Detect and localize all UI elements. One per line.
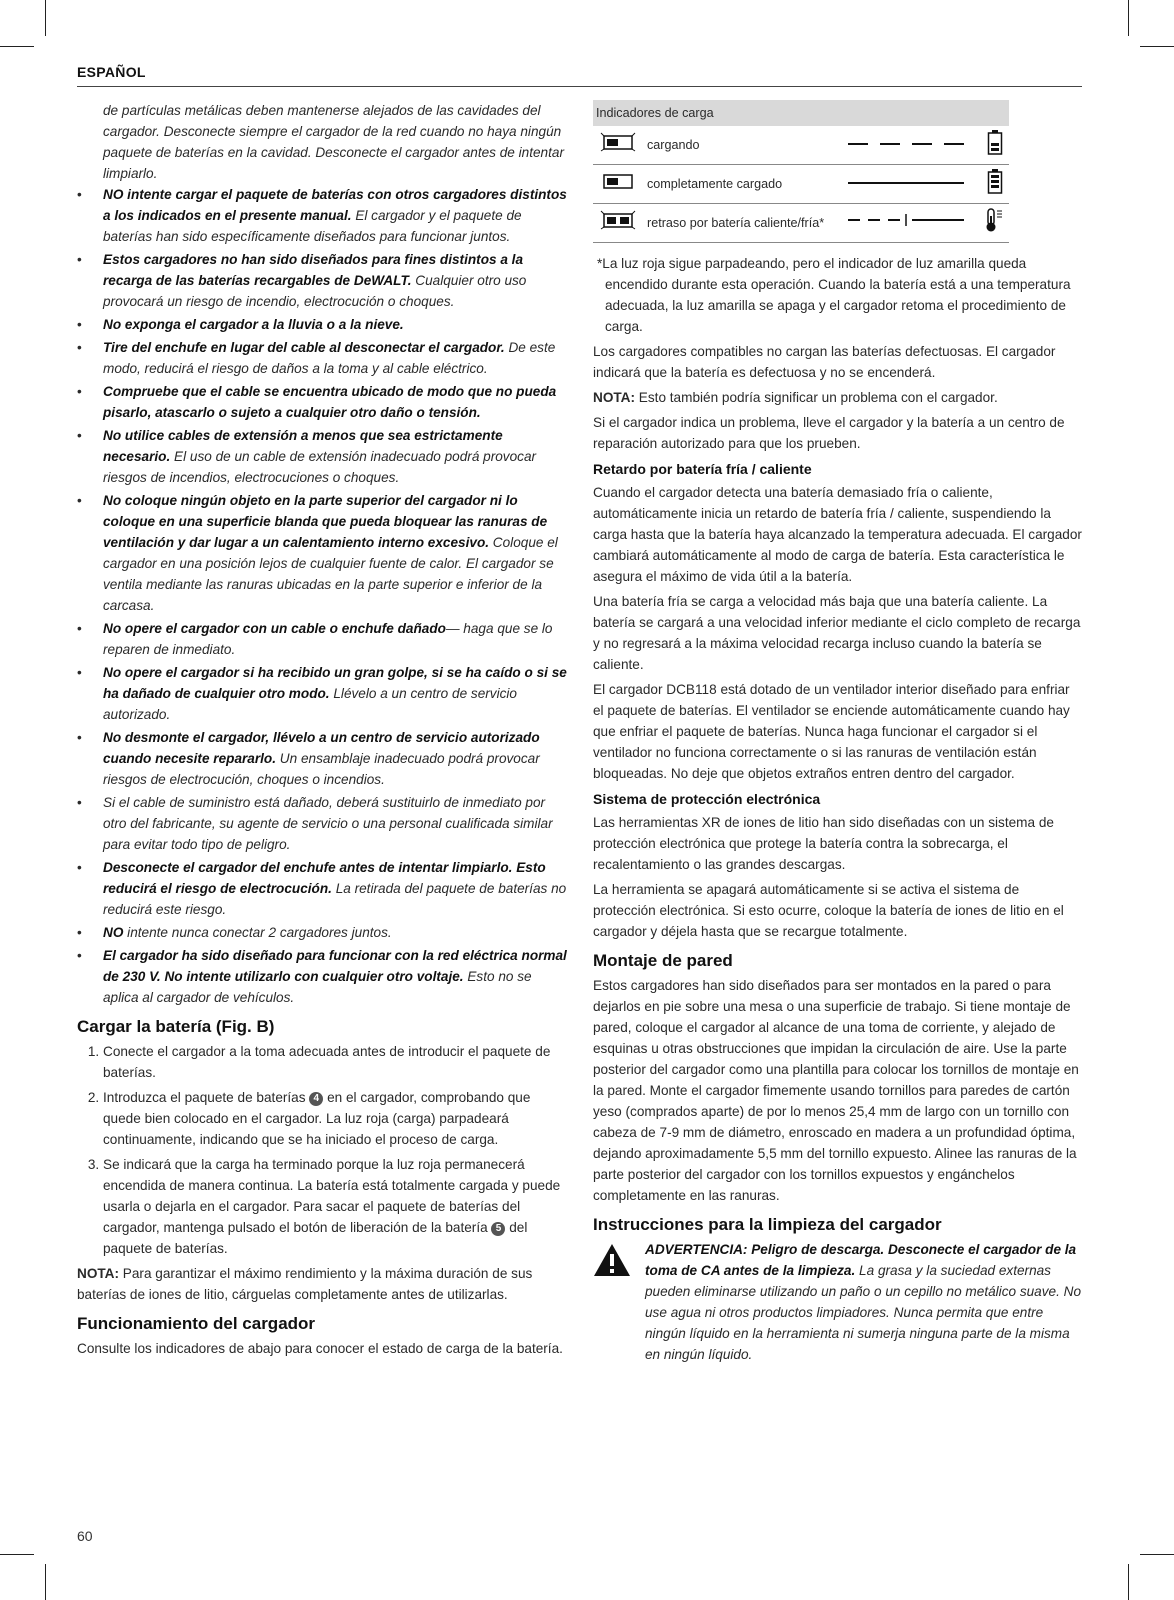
- bullet-text: El uso de un cable de extensión inadecuado podrá provocar riesgos de incendios, electrocuciones o choques.: [103, 449, 537, 485]
- table-title: Indicadores de carga: [596, 105, 714, 120]
- safety-bullet: [77, 314, 567, 335]
- safety-bullet: [77, 425, 567, 488]
- crop-mark: [0, 46, 34, 47]
- bullet-text: El cargador y el paquete de baterías han sido específicamente diseñados para funcionar juntos.: [103, 208, 522, 244]
- safety-bullet: [77, 249, 567, 312]
- paragraph: La herramienta se apagará automáticamente si se activa el sistema de protección electrónica. Si esto ocurre, coloque la batería de iones de litio en el cargador y déjela hasta que se recargue totalmente.: [593, 882, 1064, 939]
- crop-mark: [45, 0, 46, 36]
- table-footnote: *La luz roja sigue parpadeando, pero el indicador de luz amarilla queda encendido durante esta operación. Cuando la batería está a una temperatura adecuada, la luz amarilla se apaga y el cargador retoma el procedimiento de carga.: [597, 256, 1071, 334]
- bullet-bold: No opere el cargador con un cable o enchufe dañado: [103, 621, 446, 636]
- charge-indicators-table: [593, 100, 1009, 243]
- paragraph: Una batería fría se carga a velocidad más baja que una batería caliente. La batería se cargará a una velocidad inferior mediante el ciclo completo de recarga y no regresará a la máxima velocidad recarga incluso cuando la batería se caliente.: [593, 594, 1081, 672]
- bullet-text: Coloque el cargador en una posición lejos de cualquier fuente de calor. El cargador se ventila mediante las ranuras ubicadas en la parte superior e inferior de la carcasa.: [103, 535, 558, 613]
- bullet-bold: No utilice cables de extensión a menos que sea estrictamente necesario.: [103, 428, 503, 464]
- crop-mark: [1140, 1554, 1174, 1555]
- safety-bullet: [77, 490, 567, 616]
- bullet-text: Si el cable de suministro está dañado, deberá sustituirlo de inmediato por otro del fabricante, su agente de servicio o una personal cualificada similar para evitar todo tipo de peligro.: [103, 795, 553, 852]
- paragraph: Estos cargadores han sido diseñados para ser montados en la pared o para dejarlos en pie sobre una mesa o una superficie de trabajo. Si tiene montaje de pared, coloque el cargador al alcance de una toma de corriente, y alejado de esquinas u otras obstrucciones que impidan la circulación de aire. Use la parte posterior del cargador como una plantilla para colocar los tornillos de montaje en la pared. Monte el cargador fimemente usando tornillos para paredes de cartón yeso (comprados aparte) de por lo menos 25,4 mm de largo con un tornillo con cabeza de 7-9 mm de diámetro, enroscado en madera a un profundidad óptima, dejando aproximadamente 5,5 mm del tornillo expuesto. Alinee las ranuras de la parte posterior del cargador con los tornillos expuestos y engánchelos completamente en las ranuras.: [593, 978, 1079, 1203]
- section-title-cargar: Cargar la batería (Fig. B): [77, 1017, 275, 1036]
- safety-bullet: [77, 337, 567, 379]
- table-row: [593, 165, 1009, 204]
- safety-bullet: [77, 618, 567, 660]
- crop-mark: [1128, 0, 1129, 36]
- steady-pattern-icon: [837, 165, 981, 204]
- battery-charging-icon: [981, 126, 1009, 165]
- safety-bullet: [77, 945, 567, 1008]
- delay-pattern-icon: [837, 204, 981, 243]
- bullet-text: Cualquier otro uso provocará un riesgo de incendio, electrocución o choques.: [103, 273, 527, 309]
- bullet-bold: Estos cargadores no han sido diseñados para fines distintos a la recarga de las baterías recargables de DeWALT.: [103, 252, 524, 288]
- row-label: cargando: [643, 126, 837, 165]
- safety-bullet: [77, 727, 567, 790]
- note-text: Para garantizar el máximo rendimiento y la máxima duración de sus baterías de iones de litio, cárguelas completamente antes de utilizarlas.: [77, 1266, 533, 1302]
- bullet-text: — haga que se lo reparen de inmediato.: [103, 621, 553, 657]
- step-text: en el cargador, comprobando que quede bien colocado en el cargador. La luz roja (carga) parpadeará continuamente, indicando que se ha iniciado el proceso de carga.: [103, 1090, 531, 1147]
- charger-dual-light-icon: [593, 204, 643, 243]
- bullet-bold: No opere el cargador si ha recibido un gran golpe, si se ha caído o si se ha dañado de cualquier otro modo.: [103, 665, 567, 701]
- subheading-sistema: Sistema de protección electrónica: [593, 791, 821, 807]
- bullet-text: De este modo, reducirá el riesgo de daños a la toma y al cable eléctrico.: [103, 340, 556, 376]
- callout-number-badge: 5: [491, 1222, 505, 1236]
- bullet-bold: Compruebe que el cable se encuentra ubicado de modo que no pueda pisarlo, atascarlo o sujeto a cualquier otro daño o tensión.: [103, 384, 557, 420]
- safety-bullet: [77, 662, 567, 725]
- safety-bullet: [77, 381, 567, 423]
- safety-bullet: [77, 922, 567, 943]
- step-text: Introduzca el paquete de baterías: [103, 1090, 306, 1105]
- warning-bold: ADVERTENCIA: Peligro de descarga. Desconecte el cargador de la toma de CA antes de la limpieza.: [645, 1242, 1077, 1278]
- paragraph: El cargador DCB118 está dotado de un ventilador interior diseñado para enfriar el paquete de baterías. El ventilador se enciende automáticamente cuando hay que enfriar el paquete de baterías. Nunca haga funcionar el cargador si el ventilador no funciona correctamente o si las ranuras de ventilación están bloqueadas. No deje que objetos extraños entren dentro del cargador.: [593, 682, 1070, 781]
- bullet-bold: Tire del enchufe en lugar del cable al desconectar el cargador.: [103, 340, 505, 355]
- safety-bullet: [77, 857, 567, 920]
- note-paragraph: [77, 1263, 567, 1305]
- step-text: del paquete de baterías.: [103, 1220, 528, 1256]
- section-title-funcionamiento: Funcionamiento del cargador: [77, 1314, 316, 1333]
- battery-full-icon: [981, 165, 1009, 204]
- crop-mark: [45, 1564, 46, 1600]
- step-item: [103, 1041, 567, 1083]
- thermometer-icon: [981, 204, 1009, 243]
- step-item: [103, 1154, 567, 1259]
- callout-number-badge: 4: [309, 1092, 323, 1106]
- warning-triangle-icon: [593, 1243, 631, 1283]
- table-row: [593, 204, 1009, 243]
- bullet-text: Un ensamblaje inadecuado podrá provocar riesgos de electrocución, choques o incendios.: [103, 751, 540, 787]
- note-paragraph: [593, 387, 1083, 408]
- safety-bullet: [77, 184, 567, 247]
- bullet-bold: El cargador ha sido diseñado para funcionar con la red eléctrica normal de 230 V. No intente utilizarlo con cualquier otro voltaje.: [103, 948, 567, 984]
- bullet-bold: Desconecte el cargador del enchufe antes de intentar limpiarlo. Esto reducirá el riesgo de electrocución.: [103, 860, 546, 896]
- note-text: Esto también podría significar un problema con el cargador.: [635, 390, 998, 405]
- table-header-row: [593, 100, 1009, 126]
- section-title-limpieza: Instrucciones para la limpieza del cargador: [593, 1215, 942, 1234]
- continuation-text: de partículas metálicas deben mantenerse alejados de las cavidades del cargador. Desconecte siempre el cargador de la red cuando no haya ningún paquete de baterías en la cavidad. Desconecte el cargador antes de intentar limpiarlo.: [103, 103, 564, 181]
- charger-blinking-icon: [593, 126, 643, 165]
- step-text: Se indicará que la carga ha terminado porque la luz roja permanecerá encendida de manera continua. La batería está totalmente cargada y puede usarla o dejarla en el cargador. Para sacar el paquete de baterías del cargador, mantenga pulsado el botón de liberación de la batería: [103, 1157, 561, 1235]
- header-rule: [77, 86, 1082, 87]
- crop-mark: [1140, 46, 1174, 47]
- charging-steps: [77, 1041, 567, 1259]
- bullet-bold: No coloque ningún objeto en la parte superior del cargador ni lo coloque en una superficie blanda que pueda bloquear las ranuras de ventilación y dar lugar a un calentamiento interno excesivo.: [103, 493, 548, 550]
- left-column: [77, 100, 567, 1363]
- row-label: retraso por batería caliente/fría*: [643, 204, 837, 243]
- warning-text: La grasa y la suciedad externas pueden eliminarse utilizando un paño o un cepillo no metálico suave. No use agua ni otros productos limpiadores. Nunca permita que entre ningún líquido en la herramienta ni sumerja ninguna parte de la misma en ningún líquido.: [645, 1263, 1082, 1362]
- bullet-bold: No desmonte el cargador, llévelo a un centro de servicio autorizado cuando necesite repararlo.: [103, 730, 540, 766]
- paragraph: Si el cargador indica un problema, lleve el cargador y la batería a un centro de reparación autorizado para que los prueben.: [593, 415, 1065, 451]
- paragraph: Los cargadores compatibles no cargan las baterías defectuosas. El cargador indicará que la batería es defectuosa y no se encenderá.: [593, 344, 1056, 380]
- page-number: 60: [77, 1528, 93, 1544]
- paragraph: Las herramientas XR de iones de litio han sido diseñadas con un sistema de protección electrónica que protege la batería contra la sobrecarga, el recalentamiento o las grandes descargas.: [593, 815, 1054, 872]
- paragraph: Cuando el cargador detecta una batería demasiado fría o caliente, automáticamente inicia un retardo de batería fría / caliente, suspendiendo la carga hasta que la batería haya alcanzado la temperatura adecuada. El cargador cambiará automáticamente al modo de carga de batería. Esta característica le asegura el máximo de vida útil a la batería.: [593, 485, 1082, 584]
- paragraph: Consulte los indicadores de abajo para conocer el estado de carga de la batería.: [77, 1341, 563, 1356]
- language-header: ESPAÑOL: [77, 64, 146, 80]
- blinking-pattern-icon: [837, 126, 981, 165]
- crop-mark: [1128, 1564, 1129, 1600]
- bullet-text: Llévelo a un centro de servicio autorizado.: [103, 686, 517, 722]
- note-label: NOTA:: [593, 390, 636, 405]
- step-text: Conecte el cargador a la toma adecuada antes de introducir el paquete de baterías.: [103, 1044, 551, 1080]
- charger-steady-icon: [593, 165, 643, 204]
- row-label: completamente cargado: [643, 165, 837, 204]
- note-label: NOTA:: [77, 1266, 120, 1281]
- right-column: [593, 100, 1083, 1365]
- bullet-text: intente nunca conectar 2 cargadores juntos.: [123, 925, 392, 940]
- bullet-bold: NO: [103, 925, 124, 940]
- bullet-bold: NO intente cargar el paquete de baterías con otros cargadores distintos a los indicados en el presente manual.: [103, 187, 567, 223]
- warning-block: [593, 1239, 1083, 1365]
- bullet-text: La retirada del paquete de baterías no reducirá este riesgo.: [103, 881, 567, 917]
- subheading-retardo: Retardo por batería fría / caliente: [593, 461, 812, 477]
- section-title-montaje: Montaje de pared: [593, 951, 733, 970]
- bullet-text: Esto no se aplica al cargador de vehículos.: [103, 969, 532, 1005]
- crop-mark: [0, 1554, 34, 1555]
- safety-bullet: [77, 792, 567, 855]
- step-item: [103, 1087, 567, 1150]
- bullet-bold: No exponga el cargador a la lluvia o a la nieve.: [103, 317, 404, 332]
- table-row: [593, 126, 1009, 165]
